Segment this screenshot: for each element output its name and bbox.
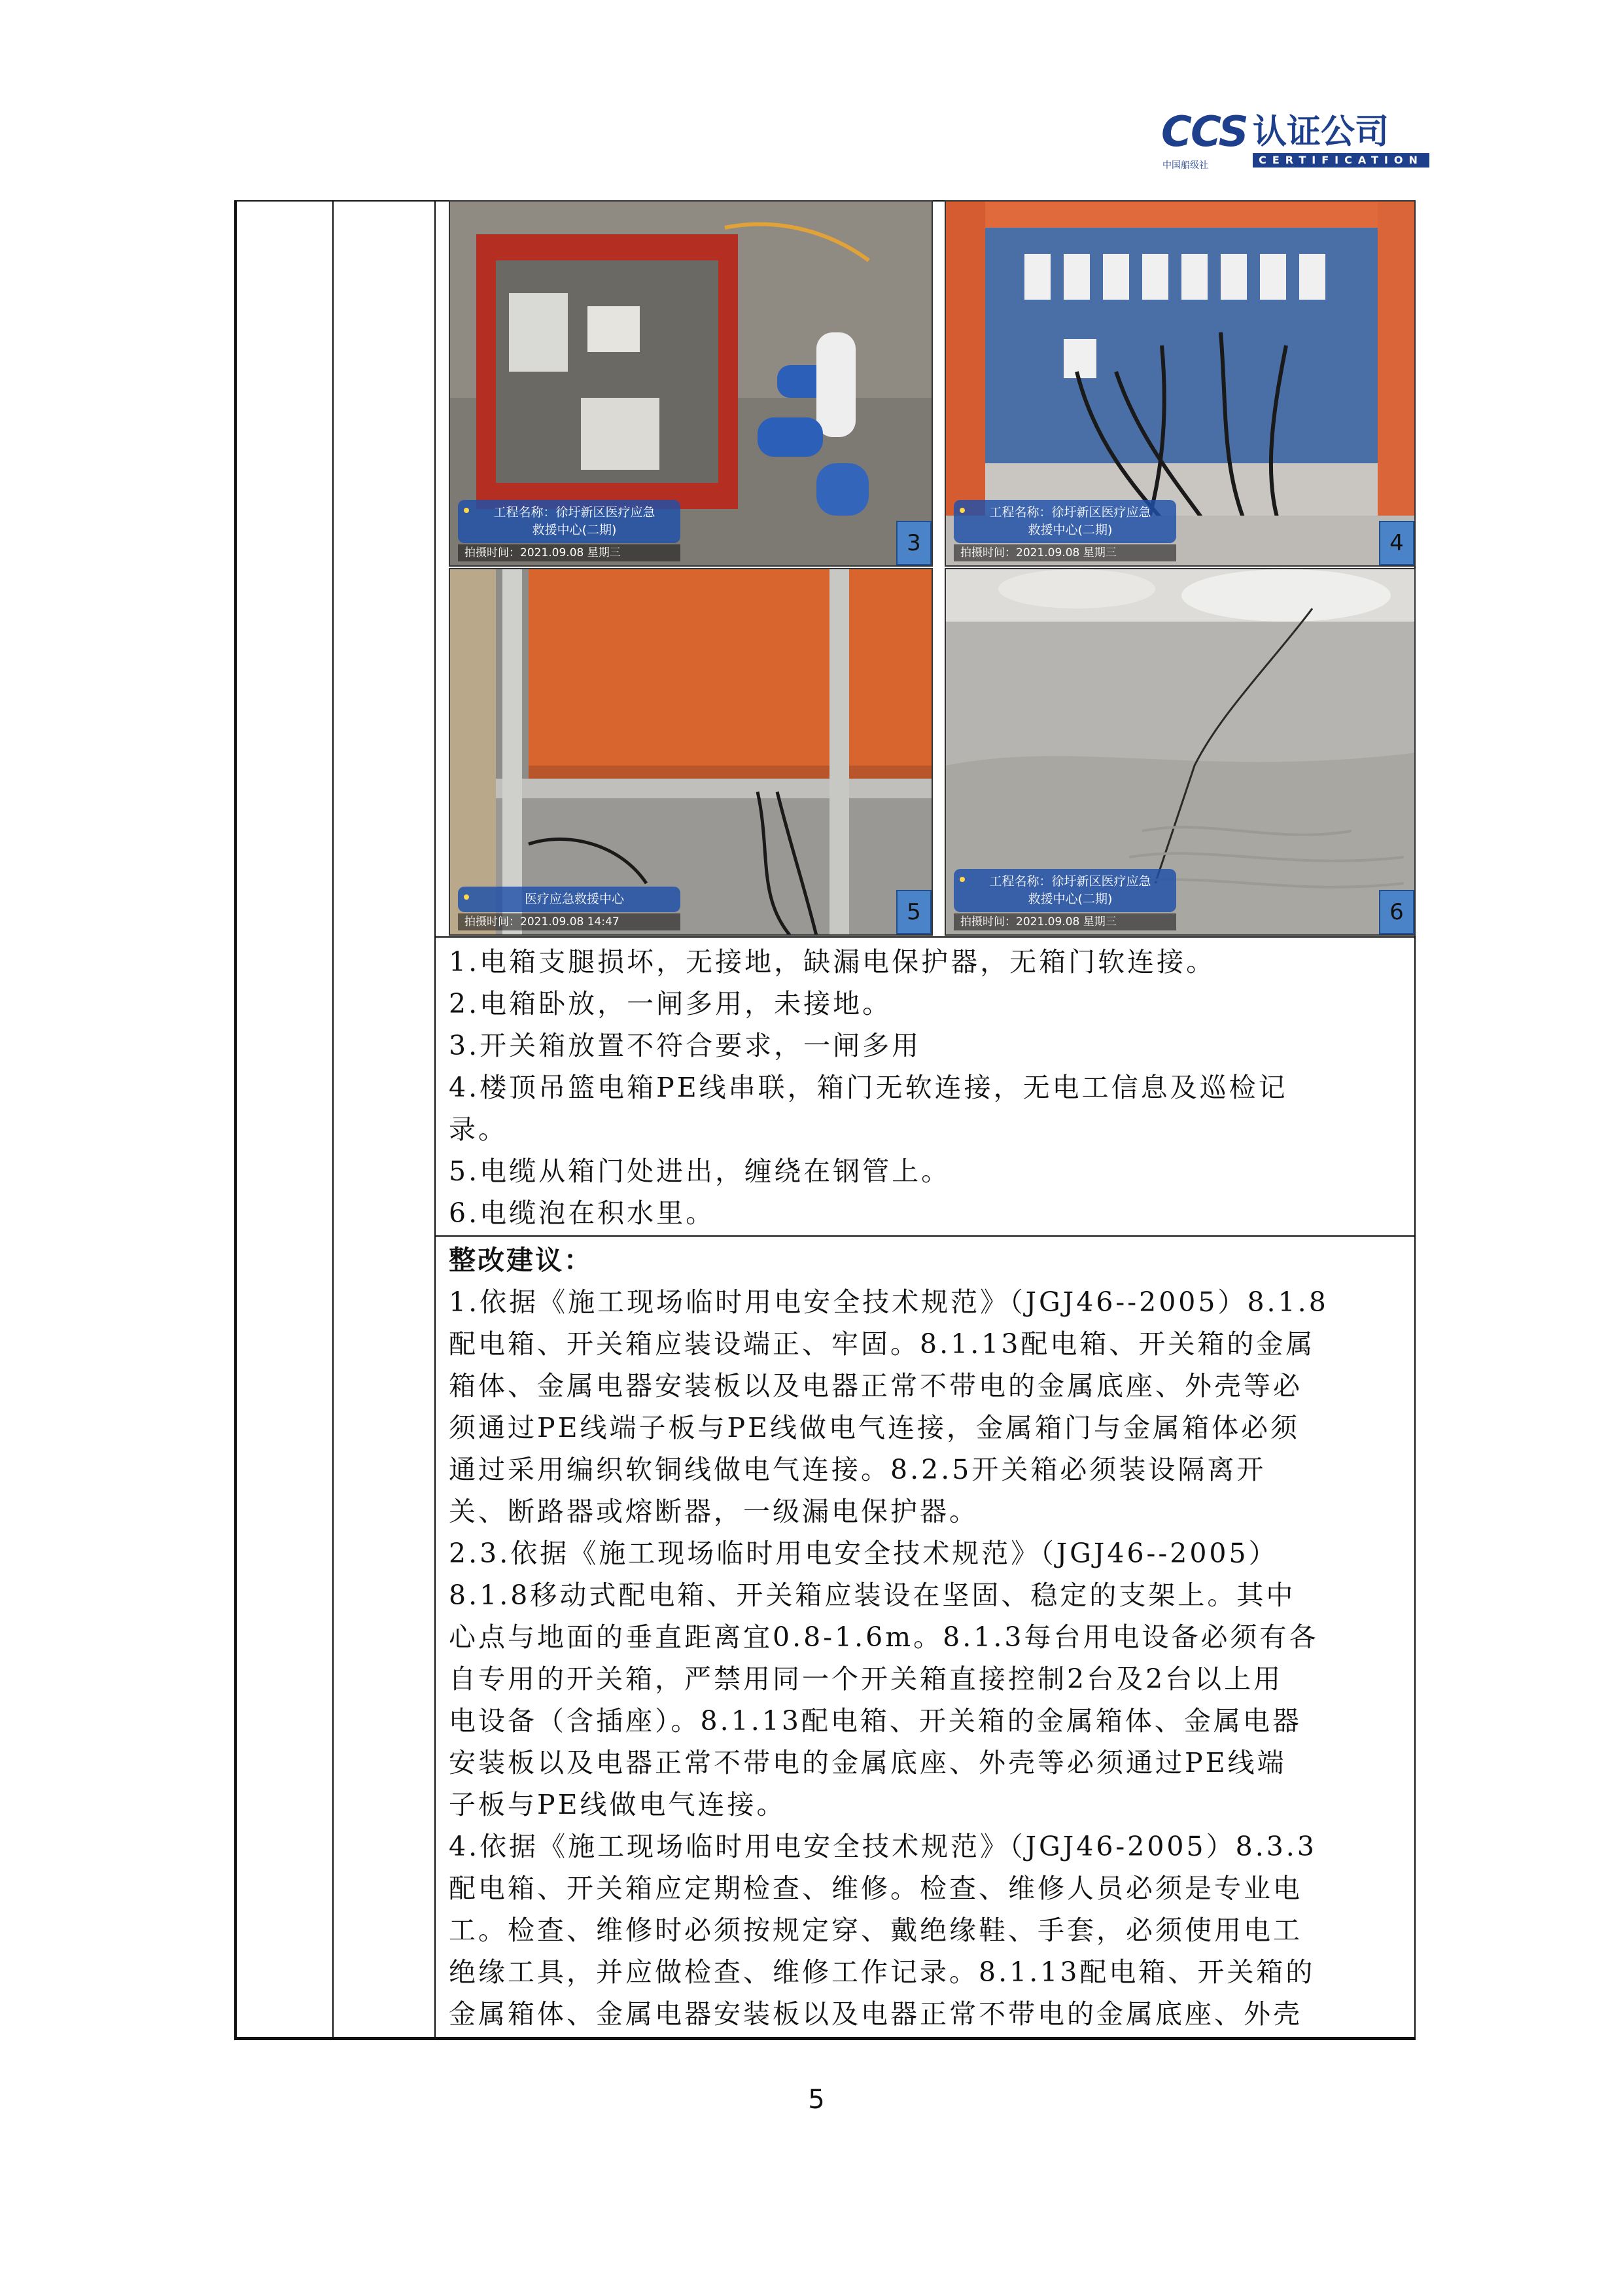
photo-3-caption — [458, 500, 680, 561]
photo-6-timestamp: 拍摄时间：2021.09.08 星期三 — [954, 913, 1176, 930]
photo-4-project-sub: 救援中心(二期) — [1028, 523, 1113, 537]
suggestion-line: 心点与地面的垂直距离宜0.8-1.6m。8.1.3每台用电设备必须有各 — [449, 1621, 1319, 1653]
logo-bar: CERTIFICATION — [1253, 153, 1429, 168]
logo-ccs-text: CCS — [1161, 108, 1248, 156]
photo-4-caption — [954, 500, 1176, 561]
suggestion-line: 1.依据《施工现场临时用电安全技术规范》（JGJ46--2005）8.1.8 — [449, 1286, 1329, 1318]
photo-4-project-name: 工程名称：徐圩新区医疗应急 — [989, 505, 1151, 520]
site-photo-3 — [449, 200, 933, 567]
issue-line: 4.楼顶吊篮电箱PE线串联，箱门无软连接，无电工信息及巡检记 — [449, 1072, 1288, 1103]
suggestion-line: 配电箱、开关箱应定期检查、维修。检查、维修人员必须是专业电 — [449, 1873, 1302, 1904]
photo-6-caption — [954, 869, 1176, 930]
suggestion-line: 电设备（含插座）。8.1.13配电箱、开关箱的金属箱体、金属电器 — [449, 1705, 1302, 1737]
suggestion-line: 子板与PE线做电气连接。 — [449, 1789, 786, 1820]
suggestion-line: 须通过PE线端子板与PE线做电气连接，金属箱门与金属箱体必须 — [449, 1412, 1300, 1443]
suggestion-line: 配电箱、开关箱应装设端正、牢固。8.1.13配电箱、开关箱的金属 — [449, 1328, 1316, 1360]
photo-number-5: 5 — [896, 890, 932, 934]
ccs-certification-logo — [1161, 108, 1429, 171]
suggestion-line: 安装板以及电器正常不带电的金属底座、外壳等必须通过PE线端 — [449, 1747, 1287, 1778]
table-column-divider-1 — [332, 200, 334, 2040]
photo-number-3: 3 — [896, 521, 932, 565]
photo-number-4: 4 — [1379, 521, 1414, 565]
suggestion-line: 关、断路器或熔断器，一级漏电保护器。 — [449, 1496, 979, 1527]
photo-5-timestamp: 拍摄时间：2021.09.08 14:47 — [458, 913, 680, 930]
page-number: 5 — [808, 2085, 825, 2115]
table-column-divider-2 — [434, 200, 436, 2040]
issue-line: 3.开关箱放置不符合要求，一闸多用 — [449, 1030, 922, 1061]
issue-line: 1.电箱支腿损坏，无接地，缺漏电保护器，无箱门软连接。 — [449, 946, 1216, 978]
issue-line: 2.电箱卧放，一闸多用，未接地。 — [449, 988, 892, 1019]
suggestion-line: 自专用的开关箱，严禁用同一个开关箱直接控制2台及2台以上用 — [449, 1663, 1283, 1695]
photo-3-project-name: 工程名称：徐圩新区医疗应急 — [493, 505, 655, 520]
suggestion-line: 工。检查、维修时必须按规定穿、戴绝缘鞋、手套，必须使用电工 — [449, 1915, 1302, 1946]
photo-6-project-name: 工程名称：徐圩新区医疗应急 — [989, 874, 1151, 889]
row-divider-issues-suggestions — [434, 1235, 1416, 1237]
site-photo-6 — [945, 568, 1416, 936]
photo-6-project-sub: 救援中心(二期) — [1028, 892, 1113, 906]
row-divider-photos-issues — [434, 936, 1416, 938]
suggestions-heading: 整改建议： — [449, 1245, 593, 1276]
suggestion-line: 箱体、金属电器安装板以及电器正常不带电的金属底座、外壳等必 — [449, 1370, 1302, 1402]
suggestion-line: 绝缘工具，并应做检查、维修工作记录。8.1.13配电箱、开关箱的 — [449, 1956, 1316, 1988]
issues-list — [449, 941, 1410, 1234]
suggestion-line: 2.3.依据《施工现场临时用电安全技术规范》（JGJ46--2005） — [449, 1538, 1278, 1569]
photo-5-scene — [450, 569, 933, 936]
site-photo-4 — [945, 200, 1416, 567]
photo-number-6: 6 — [1379, 890, 1414, 934]
suggestion-line: 8.1.8移动式配电箱、开关箱应装设在坚固、稳定的支架上。其中 — [449, 1580, 1296, 1611]
rectification-suggestions — [449, 1239, 1410, 2035]
suggestion-line: 4.依据《施工现场临时用电安全技术规范》（JGJ46-2005）8.3.3 — [449, 1831, 1317, 1862]
photo-4-timestamp: 拍摄时间：2021.09.08 星期三 — [954, 544, 1176, 561]
suggestion-line: 金属箱体、金属电器安装板以及电器正常不带电的金属底座、外壳 — [449, 1998, 1302, 2030]
photo-5-project-name: 医疗应急救援中心 — [524, 892, 624, 906]
photo-5-caption — [458, 887, 680, 930]
photo-3-project-sub: 救援中心(二期) — [532, 523, 617, 537]
suggestion-line: 通过采用编织软铜线做电气连接。8.2.5开关箱必须装设隔离开 — [449, 1454, 1266, 1485]
photo-3-timestamp: 拍摄时间：2021.09.08 星期三 — [458, 544, 680, 561]
site-photo-5 — [449, 568, 933, 936]
issue-line: 5.电缆从箱门处进出，缠绕在钢管上。 — [449, 1156, 951, 1187]
logo-cn-text: 认证公司 — [1253, 113, 1389, 152]
logo-sub-cn: 中国船级社 — [1162, 160, 1208, 171]
issue-line: 录。 — [449, 1114, 508, 1145]
issue-line: 6.电缆泡在积水里。 — [449, 1197, 716, 1229]
